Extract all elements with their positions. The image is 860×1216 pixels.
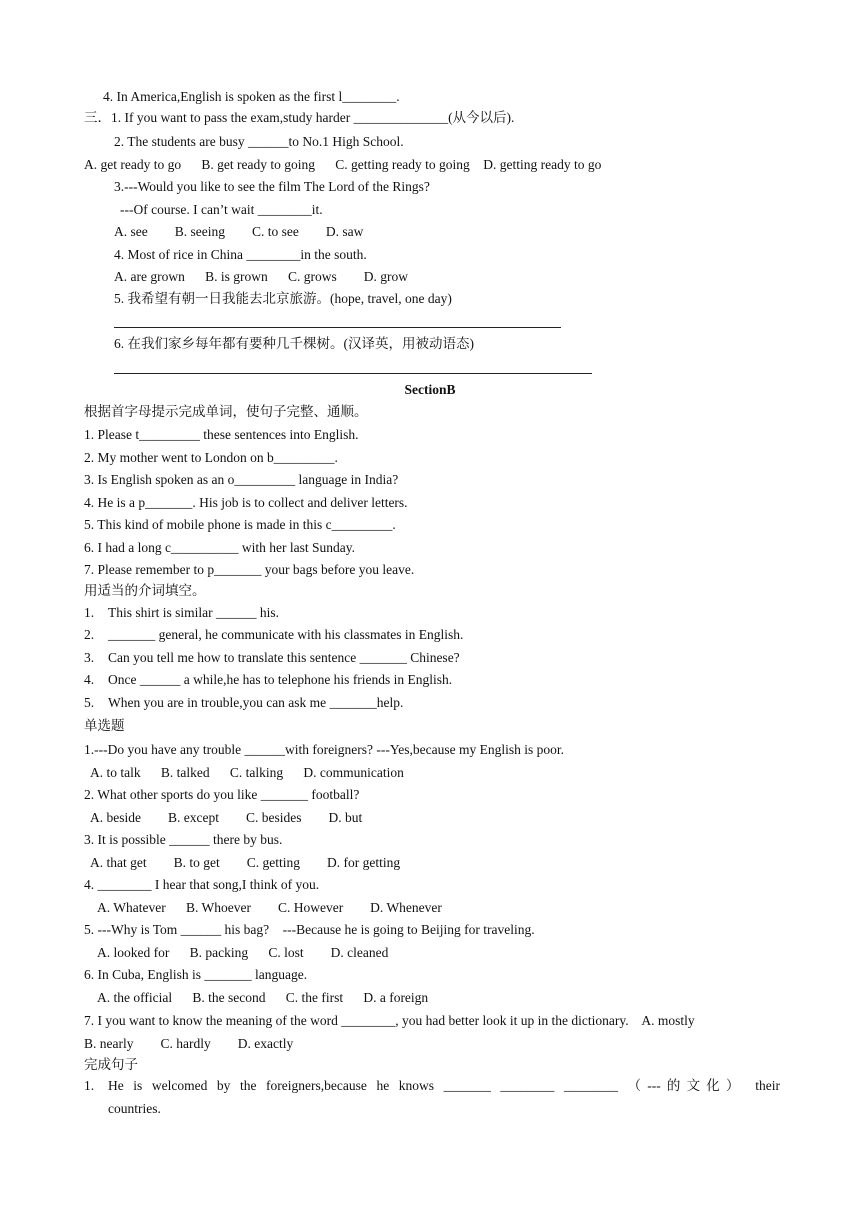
prep-item: Once ______ a while,he has to telephone his friends in English.: [108, 672, 453, 687]
mc-question: 4. ________ I hear that song,I think of you.: [84, 877, 320, 892]
answer-options: A. see B. seeing C. to see D. saw: [114, 224, 364, 239]
question-text: 3.---Would you like to see the film The Lord of the Rings?: [114, 179, 430, 194]
fill-item: 5. This kind of mobile phone is made in this c_________.: [84, 517, 396, 532]
fill-item: 1. Please t_________ these sentences into English.: [84, 427, 359, 442]
answer-options: A. are grown B. is grown C. grows D. grow: [114, 269, 408, 284]
prep-item: This shirt is similar ______ his.: [108, 605, 280, 620]
mc-options: A. beside B. except C. besides D. but: [90, 810, 363, 825]
mc-options: A. Whatever B. Whoever C. However D. Whenever: [97, 900, 442, 915]
question-text: 4. In America,English is spoken as the first l________.: [103, 89, 400, 104]
mc-question: 7. I you want to know the meaning of the word ________, you had better look it up in the dictionary. A. mostly: [84, 1013, 695, 1028]
mc-options: B. nearly C. hardly D. exactly: [84, 1036, 294, 1051]
prep-item: Can you tell me how to translate this sentence _______ Chinese?: [108, 650, 460, 665]
question-text: 2. The students are busy ______to No.1 High School.: [114, 134, 404, 149]
instruction-text: 用适当的介词填空。: [84, 583, 206, 598]
prep-number: 5.: [84, 695, 95, 710]
answer-options: A. get ready to go B. get ready to going C. getting ready to going D. getting ready to go: [84, 157, 602, 172]
instruction-text: 完成句子: [84, 1057, 138, 1072]
mc-options: A. looked for B. packing C. lost D. cleaned: [97, 945, 389, 960]
fill-item: 4. He is a p_______. His job is to collect and deliver letters.: [84, 495, 408, 510]
prep-number: 3.: [84, 650, 95, 665]
mc-question: 2. What other sports do you like _______ football?: [84, 787, 360, 802]
complete-number: 1.: [84, 1078, 95, 1093]
section-three-question-1: 三．1. If you want to pass the exam,study harder ______________(从今以后).: [84, 110, 515, 125]
fill-item: 3. Is English spoken as an o_________ language in India?: [84, 472, 399, 487]
fill-item: 7. Please remember to p_______ your bags before you leave.: [84, 562, 415, 577]
translation-prompt: 6. 在我们家乡每年都有要种几千棵树。(汉译英，用被动语态): [114, 336, 474, 351]
question-text: ---Of course. I can’t wait ________it.: [120, 202, 323, 217]
instruction-text: 单选题: [84, 718, 125, 733]
mc-question: 6. In Cuba, English is _______ language.: [84, 967, 308, 982]
prep-item: When you are in trouble,you can ask me _______help.: [108, 695, 404, 710]
translation-prompt: 5. 我希望有朝一日我能去北京旅游。(hope, travel, one day): [114, 291, 452, 306]
fill-item: 2. My mother went to London on b_________.: [84, 450, 338, 465]
mc-question: 3. It is possible ______ there by bus.: [84, 832, 283, 847]
mc-options: A. the official B. the second C. the first D. a foreign: [97, 990, 429, 1005]
prep-number: 1.: [84, 605, 95, 620]
instruction-text: 根据首字母提示完成单词，使句子完整、通顺。: [84, 404, 368, 419]
complete-sentence-continued: countries.: [108, 1101, 161, 1116]
prep-number: 4.: [84, 672, 95, 687]
prep-number: 2.: [84, 627, 95, 642]
mc-question: 1.---Do you have any trouble ______with foreigners? ---Yes,because my English is poor.: [84, 742, 565, 757]
answer-line: [114, 373, 592, 374]
mc-question: 5. ---Why is Tom ______ his bag? ---Because he is going to Beijing for traveling.: [84, 922, 535, 937]
question-text: 4. Most of rice in China ________in the south.: [114, 247, 367, 262]
fill-item: 6. I had a long c__________ with her last Sunday.: [84, 540, 355, 555]
complete-sentence: He is welcomed by the foreigners,because he knows _______ ________ ________ （---的文化） their: [108, 1078, 780, 1093]
answer-line: [114, 327, 561, 328]
prep-item: _______ general, he communicate with his classmates in English.: [108, 627, 464, 642]
mc-options: A. to talk B. talked C. talking D. communication: [90, 765, 404, 780]
section-title: SectionB: [404, 382, 456, 397]
mc-options: A. that get B. to get C. getting D. for getting: [90, 855, 401, 870]
